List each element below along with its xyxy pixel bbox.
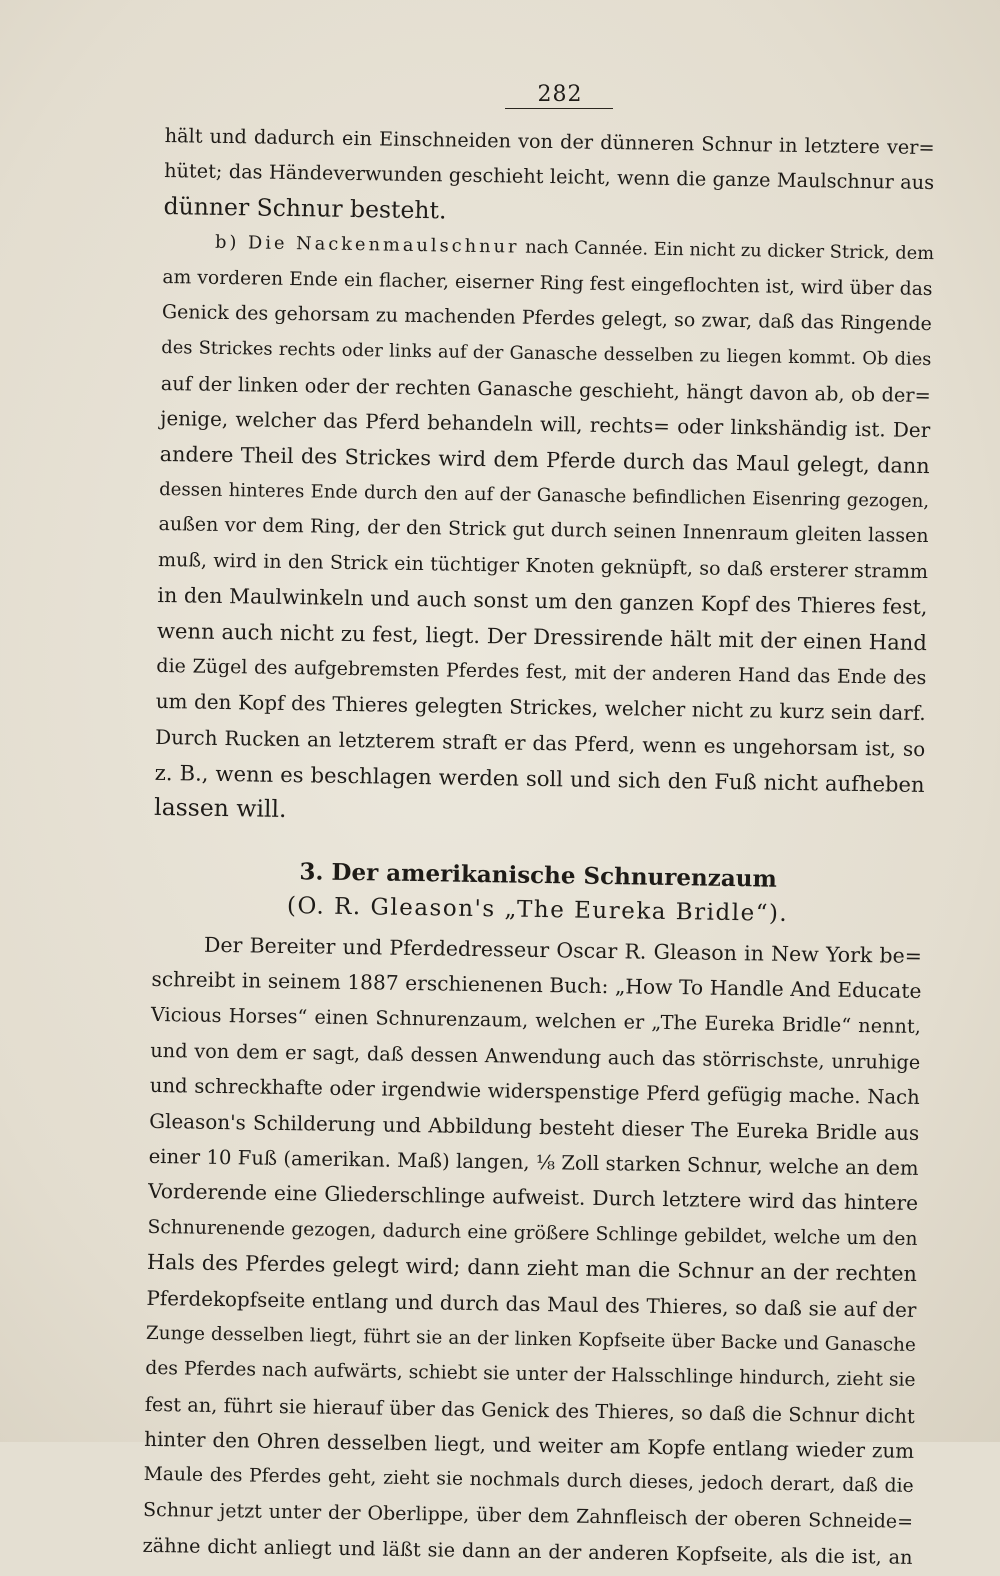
text-line: des Pferdes nach aufwärts, schiebt sie unter der Halsschlinge hindurch, zieht sie	[145, 1358, 916, 1392]
text-line: Zunge desselben liegt, führt sie an der linken Kopfseite über Backe und Ganasche	[145, 1322, 916, 1356]
text-line: die Zügel des aufgebremsten Pferdes fest, mit der anderen Hand das Ende des	[156, 654, 927, 689]
text-line: Gleason's Schilderung und Abbildung besteht dieser The Eureka Bridle aus	[149, 1109, 920, 1145]
text-line: zähne dicht anliegt und läßt sie dann an der anderen Kopfseite, als die ist, an	[142, 1534, 913, 1570]
page-number-rule	[505, 108, 613, 109]
text-line: Maule des Pferdes geht, zieht sie nochmals durch dieses, jedoch derart, daß die	[143, 1464, 914, 1498]
paragraph-lead: b) Die Nackenmaulschnur	[214, 231, 520, 258]
text-line: dessen hinteres Ende durch den auf der Ganasche befindlichen Eisenring gezogen,	[159, 478, 930, 512]
text-line: jenige, welcher das Pferd behandeln will, rechts= oder linkshändig ist. Der	[160, 407, 931, 443]
text-line: des Strickes rechts oder links auf der Ganasche desselben zu liegen kommt. Ob dies	[161, 337, 932, 371]
paragraph-lead-rest: nach Cannée. Ein nicht zu dicker Strick, dem	[519, 236, 935, 265]
text-line: Hals des Pferdes gelegt wird; dann zieht man die Schnur an der rechten	[146, 1249, 918, 1287]
text-line: Der Bereiter und Pferdedresseur Oscar R. Gleason in New York be=	[203, 932, 923, 968]
page-number: 282	[537, 82, 583, 107]
text-line: schreibt in seinem 1887 erschienenen Buch: „How To Handle And Educate	[151, 966, 922, 1003]
text-line: hält und dadurch ein Einschneiden von der dünneren Schnur in letztere ver=	[164, 123, 935, 160]
text-line: andere Theil des Strickes wird dem Pferde durch das Maul gelegt, dann	[159, 441, 930, 478]
text-line: und schreckhafte oder irgendwie widerspenstige Pferd gefügig mache. Nach	[149, 1074, 920, 1110]
text-line: lassen will.	[153, 793, 287, 824]
text-line: Schnurenende gezogen, dadurch eine größere Schlinge gebildet, welche um den	[147, 1216, 918, 1250]
text-line: Vorderende eine Gliederschlinge aufweist. Durch letztere wird das hintere	[147, 1179, 919, 1216]
text-line: Vicious Horses“ einen Schnurenzaum, welchen er „The Eureka Bridle“ nennt,	[150, 1003, 921, 1039]
text-line: und von dem er sagt, daß dessen Anwendung auch das störrischste, unruhige	[150, 1038, 921, 1074]
text-line: in den Maulwinkeln und auch sonst um den ganzen Kopf des Thieres fest,	[157, 583, 928, 620]
text-line: hinter den Ohren desselben liegt, und weiter am Kopfe entlang wieder zum	[144, 1427, 915, 1463]
text-line: wenn auch nicht zu fest, liegt. Der Dressirende hält mit der einen Hand	[156, 618, 928, 656]
text-line: einer 10 Fuß (amerikan. Maß) langen, ⅛ Zoll starken Schnur, welche an dem	[148, 1144, 919, 1180]
text-line: muß, wird in den Strick ein tüchtiger Knoten geknüpft, so daß ersterer stramm	[157, 548, 929, 583]
text-line: auf der linken oder der rechten Ganasche geschieht, hängt davon ab, ob der=	[160, 371, 931, 407]
page-text	[142, 118, 935, 1576]
text-line: dünner Schnur besteht.	[163, 191, 447, 225]
text-line: Genick des gehorsam zu machenden Pferdes gelegt, so zwar, daß das Ringende	[161, 300, 933, 336]
text-line: fest an, führt sie hierauf über das Genick des Thieres, so daß die Schnur dicht	[144, 1392, 915, 1428]
text-line: am vorderen Ende ein flacher, eiserner Ring fest eingeflochten ist, wird über das	[162, 266, 933, 300]
text-line: außen vor dem Ring, der den Strick gut durch seinen Innenraum gleiten lassen	[158, 513, 929, 548]
text-line: hütet; das Händeverwunden geschieht leicht, wenn die ganze Maulschnur aus	[163, 159, 935, 195]
section-heading: 3. Der amerikanische Schnurenzaum	[299, 858, 778, 893]
text-line: z. B., wenn es beschlagen werden soll und sich den Fuß nicht aufheben	[154, 759, 925, 798]
text-line: Pferdekopfseite entlang und durch das Maul des Thieres, so daß sie auf der	[146, 1286, 917, 1322]
text-line: Schnur jetzt unter der Oberlippe, über dem Zahnfleisch der oberen Schneide=	[142, 1498, 914, 1533]
text-line: Durch Rucken an letzterem straft er das Pferd, wenn es ungehorsam ist, so	[155, 725, 926, 761]
text-line: um den Kopf des Thieres gelegten Strickes, welcher nicht zu kurz sein darf.	[155, 690, 926, 726]
section-subheading: (O. R. Gleason's „The Eureka Bridle“).	[286, 893, 789, 928]
